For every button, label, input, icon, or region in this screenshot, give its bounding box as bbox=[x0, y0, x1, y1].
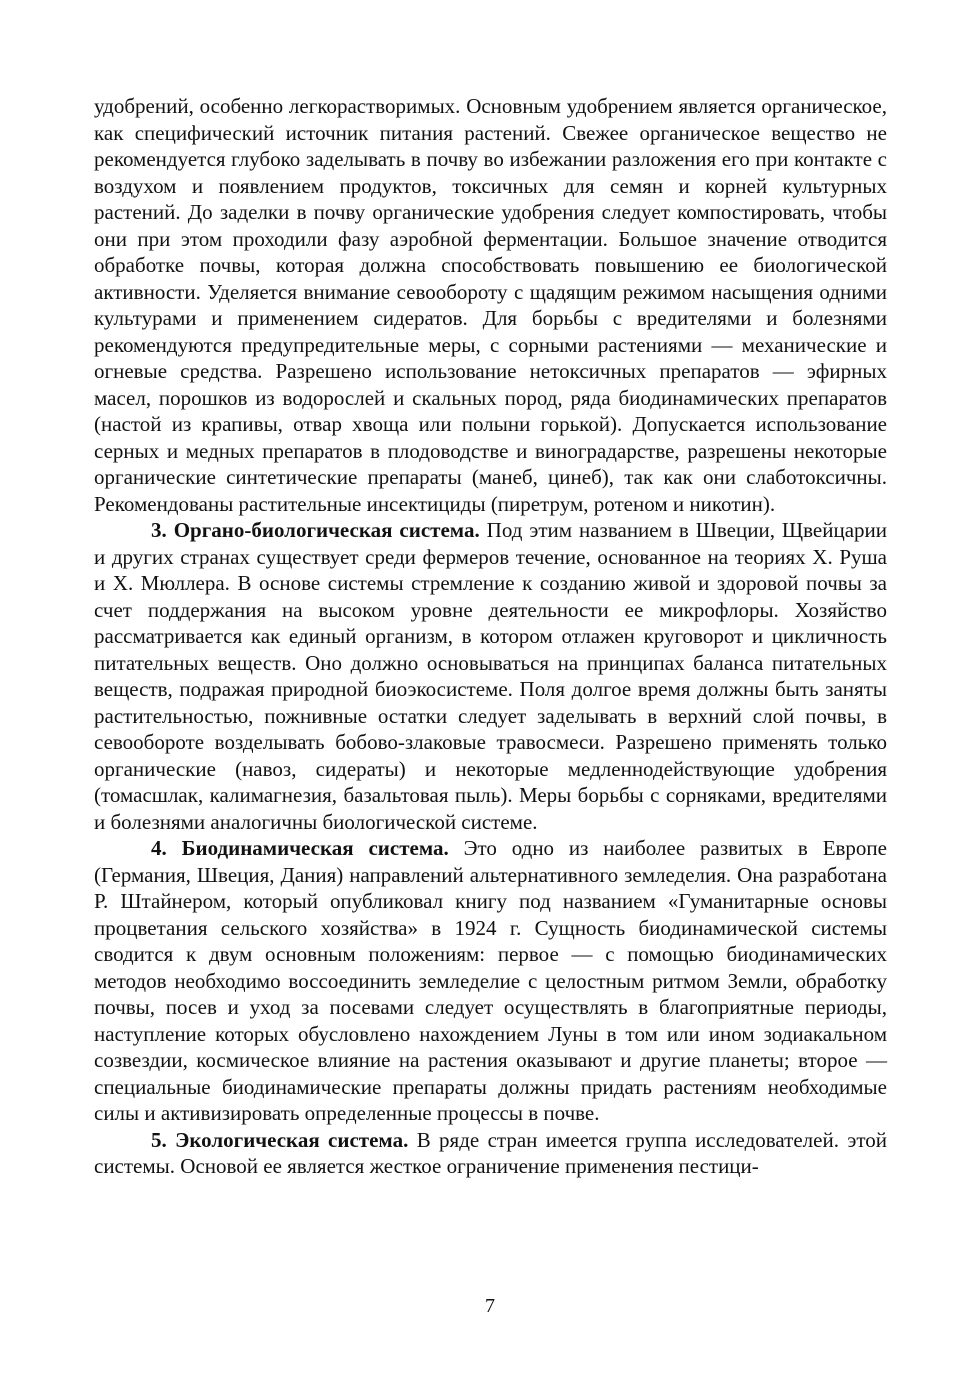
paragraph-biodynamic-system bbox=[94, 835, 887, 1127]
paragraph-continuation bbox=[94, 93, 887, 517]
paragraph-text: удобрений, особенно легкорастворимых. Основным удобрением является органическое, как специфический источник питания растений. Свежее органическое вещество не рекомендуется глубоко заделывать в почву во избежании разложения его при контакте с воздухом и появлением продуктов, токсичных для семян и корней культурных растений. До заделки в почву органические удобрения следует компостировать, чтобы они при этом проходили фазу аэробной ферментации. Большое значение отводится обработке почвы, которая должна способствовать повышению ее биологической активности. Уделяется внимание севообороту с щадящим режимом насыщения одними культурами и применением сидератов. Для борьбы с вредителями и болезнями рекомендуются предупредительные меры, с сорными растениями — механические и огневые средства. Разрешено использование нетоксичных препаратов — эфирных масел, порошков из водорослей и скальных пород, ряда биодинамических препаратов (настой из крапивы, отвар хвоща или полыни горькой). Допускается использование серных и медных препаратов в плодоводстве и виноградарстве, разрешены некоторые органические синтетические препараты (манеб, цинеб), так как они слаботоксичны. Рекомендованы растительные инсектициды (пиретрум, ротеном и никотин). bbox=[94, 94, 887, 516]
section-heading: 4. Биодинамическая система. bbox=[151, 836, 449, 860]
page-number: 7 bbox=[485, 1295, 495, 1317]
paragraph-organo-biological-system bbox=[94, 517, 887, 835]
paragraph-ecological-system bbox=[94, 1127, 887, 1180]
section-heading: 3. Органо-биологическая система. bbox=[151, 518, 480, 542]
body-text bbox=[94, 93, 887, 1180]
paragraph-text: В ряде стран имеется группа исследователей. этой системы. Основой ее является жесткое ограничение применения пестици- bbox=[94, 1127, 887, 1178]
section-heading: 5. Экологическая система. bbox=[151, 1127, 409, 1152]
paragraph-text: Под этим названием в Швеции, Щвейцарии и других странах существует среди фермеров течение, основанное на теориях Х. Руша и Х. Мюллера. В основе системы стремление к созданию живой и здоровой почвы за счет поддержания на высоком уровне деятельности ее микрофлоры. Хозяйство рассматривается как единый организм, в котором отлажен круговорот и цикличность питательных веществ. Оно должно основываться на принципах баланса питательных веществ, подражая природной биоэкосистеме. Поля долгое время должны быть заняты растительностью, пожнивные остатки следует заделывать в верхний слой почвы, в севообороте возделывать бобово-злаковые травосмеси. Разрешено применять только органические (навоз, сидераты) и некоторые медленнодействующие удобрения (томасшлак, калимагнезия, базальтовая пыль). Меры борьбы с сорняками, вредителями и болезнями аналогичны биологической системе. bbox=[94, 518, 887, 834]
paragraph-text: Это одно из наиболее развитых в Европе (Германия, Швеция, Дания) направлений альтернативного земледелия. Она разработана Р. Штайнером, который опубликовал книгу под названием «Гуманитарные основы процветания сельского хозяйства» в 1924 г. Сущность биодинамической системы сводится к двум основным положениям: первое — с помощью биодинамических методов необходимо воссоединить земледелие с целостным ритмом Земли, обработку почвы, посев и уход за посевами следует осуществлять в благоприятные периоды, наступление которых обусловлено нахождением Луны в том или ином зодиакальном созвездии, космическое влияние на растения оказывают и другие планеты; второе — специальные биодинамические препараты должны придать растениям необходимые силы и активизировать определенные процессы в почве. bbox=[94, 836, 887, 1125]
